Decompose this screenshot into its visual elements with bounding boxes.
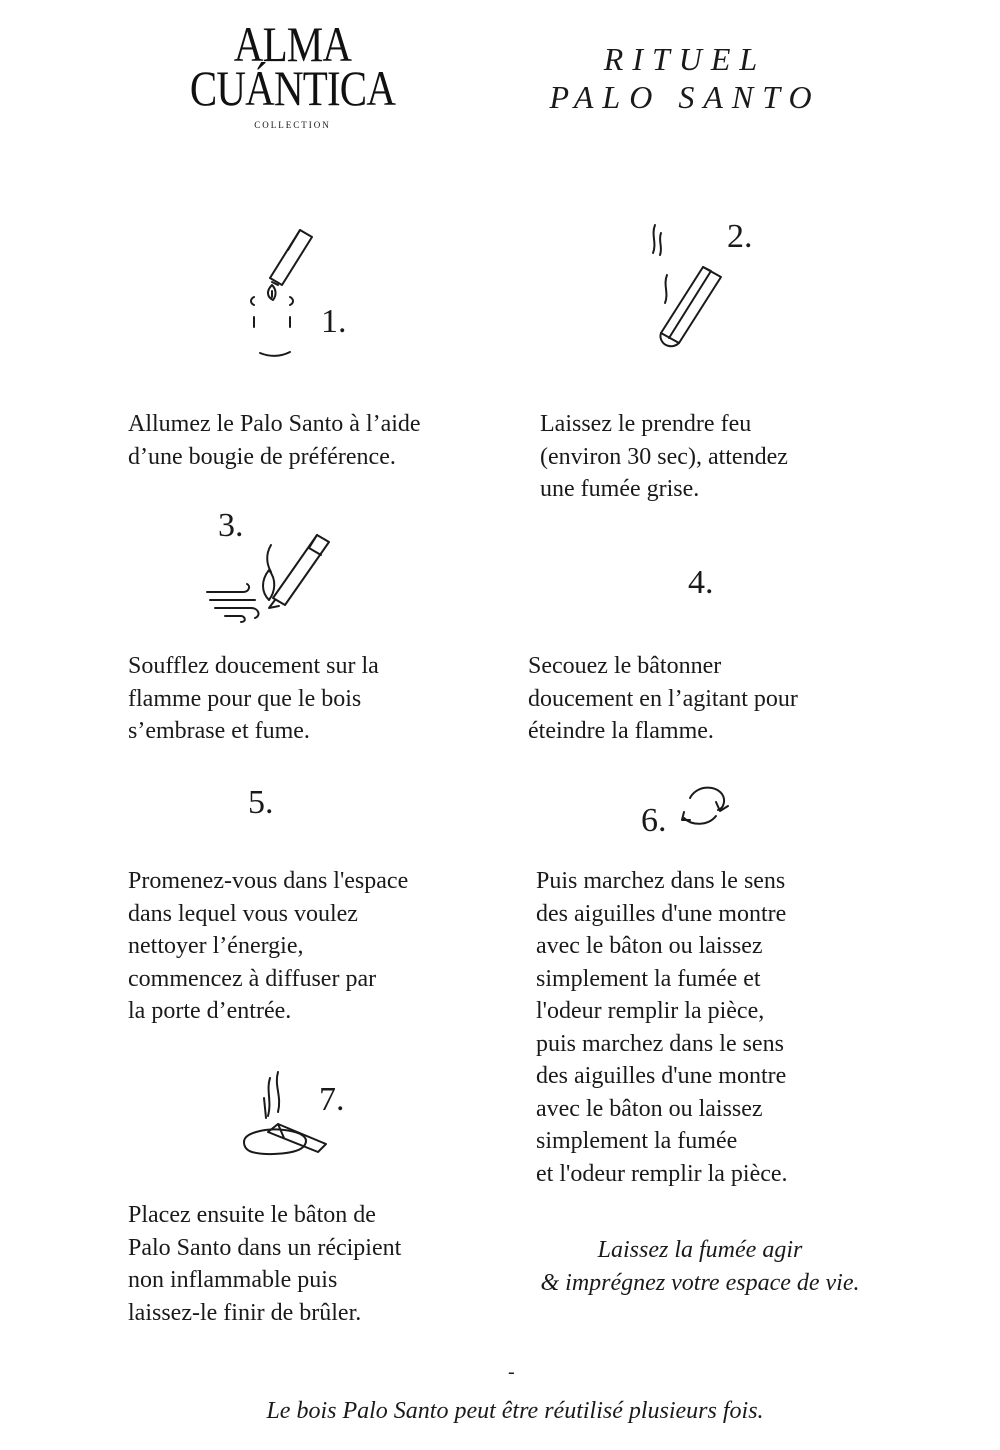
step-6-text	[536, 865, 788, 1190]
step-4-number: 4.	[688, 564, 714, 601]
step-6-number: 6.	[641, 802, 667, 839]
step-6-line: avec le bâton ou laissez	[536, 933, 763, 959]
step-6-line: puis marchez dans le sens	[536, 1030, 784, 1057]
footer-note: Le bois Palo Santo peut être réutilisé plusieurs fois.	[266, 1398, 764, 1424]
step-2-line: (environ 30 sec), attendez	[540, 443, 788, 470]
step-4-line: Secouez le bâtonner	[528, 653, 722, 679]
step-1-text	[128, 408, 421, 473]
title-line-2: PALO SANTO	[549, 79, 821, 115]
step-7-line: laissez-le finir de brûler.	[128, 1299, 362, 1326]
step-6-line: simplement la fumée et	[536, 965, 761, 992]
step-5-line: dans lequel vous voulez	[128, 900, 358, 927]
closing-line-1: Laissez la fumée agir	[597, 1237, 803, 1263]
step-6-line: avec le bâton ou laissez	[536, 1095, 763, 1122]
step-5-line: nettoyer l’énergie,	[128, 933, 304, 959]
brand-logo	[150, 16, 435, 130]
circular-arrows-icon	[676, 780, 732, 830]
step-3-line: Soufflez doucement sur la	[128, 653, 379, 679]
stick-in-dish-icon	[238, 1068, 328, 1163]
step-4-line: doucement en l’agitant pour	[528, 685, 798, 712]
step-7-line: Placez ensuite le bâton de	[128, 1202, 376, 1228]
step-5-line: la porte d’entrée.	[128, 998, 292, 1024]
step-7-line: non inflammable puis	[128, 1267, 338, 1293]
step-7-text	[128, 1199, 401, 1329]
title-line-1: RITUEL	[603, 41, 767, 77]
logo-line-1: ALMA	[233, 16, 352, 72]
closing-line-2: & imprégnez votre espace de vie.	[540, 1269, 860, 1296]
step-2-number: 2.	[727, 218, 753, 255]
step-5-text	[128, 865, 408, 1028]
candle-lighting-stick-icon	[240, 225, 330, 360]
step-5-line: commencez à diffuser par	[128, 965, 377, 992]
step-5-line: Promenez-vous dans l'espace	[128, 868, 409, 894]
step-2-line: une fumée grise.	[540, 476, 700, 502]
blowing-flame-icon	[205, 530, 335, 630]
step-5-number: 5.	[248, 784, 274, 821]
step-3-line: flamme pour que le bois	[128, 685, 362, 712]
step-6-line: Puis marchez dans le sens	[536, 868, 786, 894]
logo-subtitle: COLLECTION	[254, 120, 331, 130]
step-6-line: l'odeur remplir la pièce,	[536, 998, 765, 1024]
step-3-number: 3.	[218, 507, 244, 544]
step-6-line: des aiguilles d'une montre	[536, 1063, 787, 1089]
footer-dash: -	[508, 1361, 515, 1383]
step-4-text	[528, 650, 798, 748]
step-7-line: Palo Santo dans un récipient	[128, 1234, 402, 1261]
step-1-line: Allumez le Palo Santo à l’aide	[128, 411, 421, 437]
step-6-line: des aiguilles d'une montre	[536, 900, 787, 927]
closing-message	[500, 1234, 900, 1299]
step-7-number: 7.	[319, 1081, 345, 1118]
smoking-stick-icon	[645, 215, 730, 355]
page-title	[520, 40, 850, 116]
step-2-line: Laissez le prendre feu	[540, 411, 752, 437]
step-4-line: éteindre la flamme.	[528, 718, 714, 744]
step-3-text	[128, 650, 379, 748]
step-1-number: 1.	[321, 303, 347, 340]
logo-line-2: CUÁNTICA	[189, 60, 396, 116]
step-2-text	[540, 408, 788, 506]
step-3-line: s’embrase et fume.	[128, 718, 310, 744]
step-1-line: d’une bougie de préférence.	[128, 443, 396, 470]
step-6-line: simplement la fumée	[536, 1128, 738, 1154]
step-6-line: et l'odeur remplir la pièce.	[536, 1160, 788, 1187]
